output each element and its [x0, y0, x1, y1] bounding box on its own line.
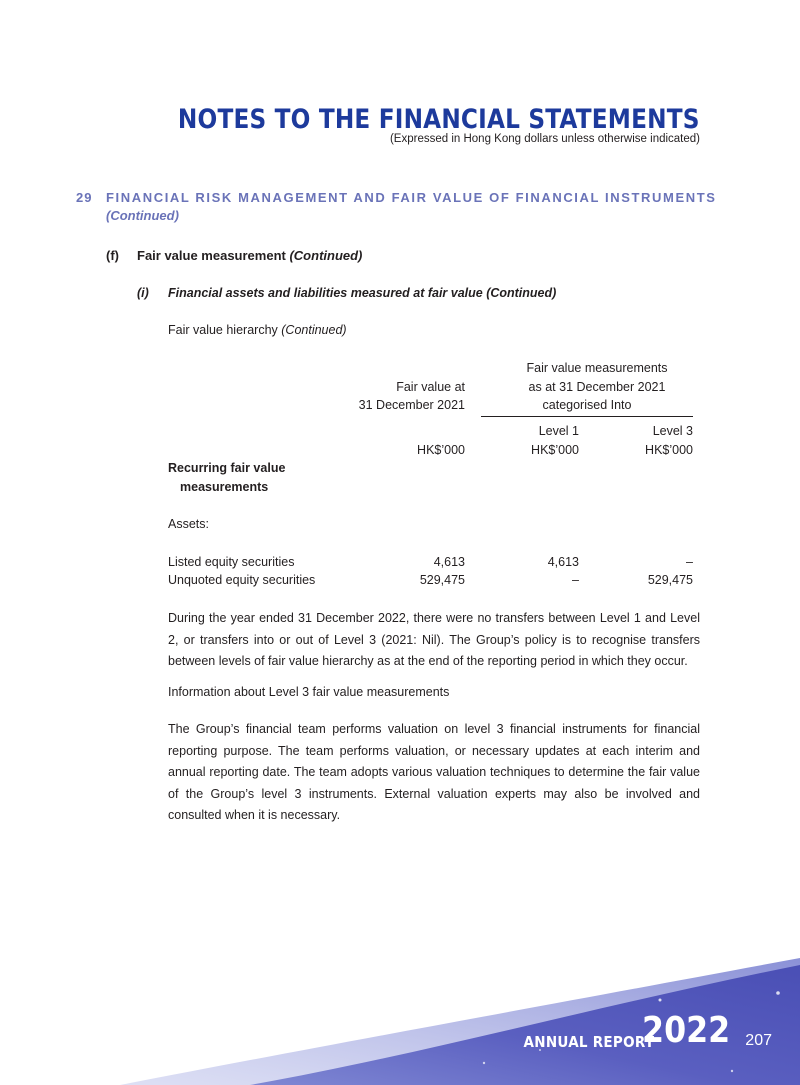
page-title: NOTES TO THE FINANCIAL STATEMENTS — [178, 104, 700, 135]
section-f-label: (f) — [106, 248, 119, 263]
group-header-line2: as at 31 December 2021 — [528, 380, 666, 394]
note-number: 29 — [76, 190, 93, 205]
footer-brand: ANNUAL REPORT — [523, 1033, 654, 1051]
col-fair-value-line2: 31 December 2021 — [358, 398, 465, 412]
section-f-title: Fair value measurement — [137, 248, 290, 263]
hierarchy-continued: (Continued) — [281, 323, 347, 337]
group-header-line3: categorised Into — [542, 398, 632, 412]
level3-heading: Information about Level 3 fair value measurements — [168, 685, 450, 699]
row-fair-value: 529,475 — [419, 573, 465, 587]
recurring-label-line1: Recurring fair value — [168, 461, 286, 475]
row-label: Unquoted equity securities — [168, 573, 316, 587]
assets-label: Assets: — [168, 517, 209, 531]
note-continued: (Continued) — [106, 208, 179, 223]
row-level1: – — [572, 573, 579, 587]
unit-fair-value: HK$’000 — [417, 443, 465, 457]
col-level3-header: Level 3 — [652, 424, 693, 438]
note-title: FINANCIAL RISK MANAGEMENT AND FAIR VALUE OF FINANCIAL INSTRUMENTS — [106, 190, 717, 205]
row-level1: 4,613 — [547, 555, 579, 569]
col-level1-header: Level 1 — [538, 424, 579, 438]
col-fair-value-line1: Fair value at — [396, 380, 465, 394]
row-level3: 529,475 — [647, 573, 693, 587]
row-fair-value: 4,613 — [433, 555, 465, 569]
hierarchy-label: Fair value hierarchy — [168, 323, 282, 337]
transfers-paragraph: During the year ended 31 December 2022, there were no transfers between Level 1 and Level 2, or transfers into or out of Level 3 (2021: Nil). The Group’s policy is to recognise transfers between levels of fair value hierarchy as at the end of the reporting period in which they occur. — [168, 611, 700, 668]
recurring-label-line2: measurements — [180, 480, 269, 494]
section-f-continued: (Continued) — [289, 248, 363, 263]
section-i-label: (i) — [137, 286, 149, 300]
page-subtitle: (Expressed in Hong Kong dollars unless otherwise indicated) — [389, 133, 700, 145]
row-level3: – — [686, 555, 693, 569]
unit-level3: HK$’000 — [645, 443, 693, 457]
section-i-title: Financial assets and liabilities measured at fair value (Continued) — [168, 286, 557, 300]
page-number: 207 — [745, 1032, 772, 1049]
level3-paragraph: The Group’s financial team performs valuation on level 3 financial instruments for financial reporting purpose. The team performs valuation, or necessary updates at each interim and annual reporting date. The team adopts various valuation techniques to determine the fair value of the Group’s level 3 instruments. External valuation experts may also be involved and consulted when it is necessary. — [168, 722, 700, 822]
unit-level1: HK$’000 — [531, 443, 579, 457]
footer-year: 2022 — [641, 1010, 730, 1051]
row-label: Listed equity securities — [168, 555, 295, 569]
group-header-line1: Fair value measurements — [526, 361, 668, 375]
